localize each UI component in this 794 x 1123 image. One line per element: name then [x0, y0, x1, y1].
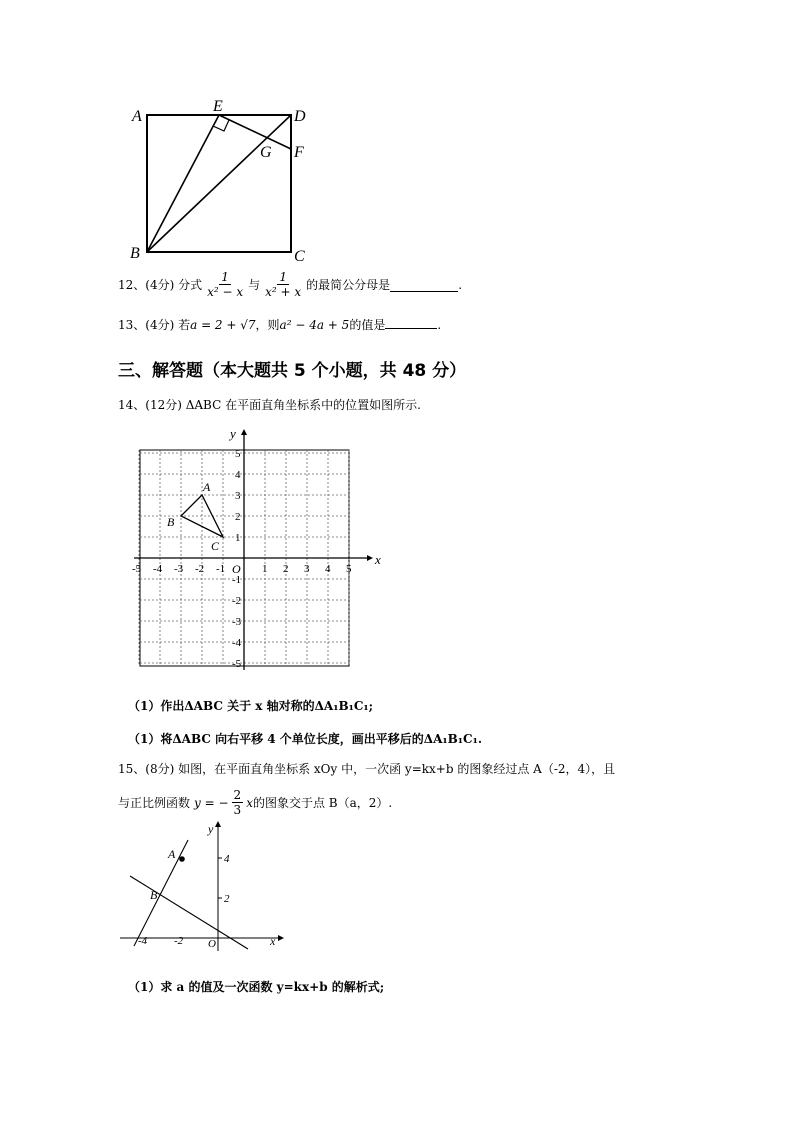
q12-fraction-2 — [263, 270, 303, 299]
label-g: G — [260, 144, 272, 161]
q15-func-num: 2 — [233, 788, 242, 802]
q15-ytick-label-4: 4 — [224, 853, 230, 865]
q14-y-arrow — [241, 429, 247, 435]
q12-prefix: 12、(4分) 分式 — [118, 278, 203, 292]
q15-label-a: A — [168, 847, 176, 861]
q13-prefix: 13、(4分) 若 — [118, 318, 191, 332]
q14-ytick-label: -1 — [232, 574, 242, 586]
segment-bd — [147, 115, 291, 252]
section-3-heading: 三、解答题（本大题共 5 个小题，共 48 分） — [118, 361, 467, 381]
q12-frac1-num: 1 — [221, 270, 229, 284]
q13-expr: a = 2 + √7 — [190, 318, 256, 332]
q14-xtick-label: 4 — [325, 563, 331, 575]
label-c: C — [294, 248, 305, 265]
q14-ytick-label: 1 — [235, 532, 241, 544]
q12-frac1-den: x² − x — [207, 285, 244, 299]
q14-coordinate-grid — [128, 428, 380, 670]
q15-func-lhs: y = − — [194, 795, 229, 810]
q15-line-kx-b — [134, 840, 188, 946]
label-d: D — [294, 108, 306, 125]
q14-xtick-label: -5 — [132, 563, 142, 575]
q14-label-c: C — [211, 539, 220, 553]
q14-ytick-label: -3 — [232, 616, 242, 628]
q14-xtick-label: -3 — [174, 563, 184, 575]
square-figure — [120, 95, 320, 270]
q14-ytick-label: 2 — [235, 511, 241, 523]
q14-xtick-label: -1 — [216, 563, 226, 575]
q15-y-arrow — [215, 821, 221, 827]
q15-line-1: 15、(8分) 如图，在平面直角坐标系 xOy 中，一次函 y=kx+b 的图象经过点 A（-2，4），且 — [118, 762, 616, 776]
q15-x-label: x — [270, 934, 276, 948]
q13-expr2: a² − 4a + 5 — [279, 318, 350, 332]
q14-ytick-label: -5 — [232, 658, 242, 670]
q14-sub-1: （1）作出ΔABC 关于 x 轴对称的ΔA₁B₁C₁; — [128, 699, 374, 713]
q14-origin-label: O — [232, 562, 241, 576]
q15-graph — [112, 818, 292, 953]
q15-line2-prefix: 与正比例函数 — [118, 796, 191, 810]
q15-origin-label: O — [208, 938, 216, 950]
label-b: B — [130, 245, 140, 262]
label-f: F — [294, 144, 304, 161]
label-a: A — [132, 108, 142, 125]
q15-ytick-label-2: 2 — [224, 893, 230, 905]
q15-line2-suffix: 的图象交于点 B（a，2）. — [252, 796, 393, 810]
q14-xtick-label: 3 — [304, 563, 310, 575]
q14-xtick-label: 5 — [346, 563, 352, 575]
q13-mid: ，则 — [255, 318, 280, 332]
q12-suffix: 的最简公分母是 — [306, 278, 391, 292]
q15-label-b: B — [150, 888, 158, 902]
q14-xtick-label: 1 — [262, 563, 268, 575]
q14-ytick-label: 3 — [235, 490, 241, 502]
q12-frac2-num: 1 — [279, 270, 287, 284]
q15-y-label: y — [208, 822, 214, 836]
q14-ytick-label: 4 — [235, 469, 241, 481]
q13-answer-blank[interactable] — [385, 316, 437, 329]
question-14-text: 14、(12分) ΔABC 在平面直角坐标系中的位置如图所示. — [118, 398, 421, 412]
q15-xtick-label-4: -4 — [138, 935, 148, 947]
q14-x-axis-label: x — [375, 552, 381, 567]
q12-fraction-1 — [205, 270, 245, 299]
q12-end: . — [458, 277, 463, 292]
q14-ytick-label: -4 — [232, 637, 242, 649]
q13-end: . — [437, 318, 442, 332]
q14-sub-2: （1）将ΔABC 向右平移 4 个单位长度，画出平移后的ΔA₁B₁C₁. — [128, 732, 483, 746]
q15-func-rhs: x — [246, 795, 253, 810]
question-13 — [118, 316, 441, 333]
q15-line-2 — [118, 788, 392, 817]
question-12 — [118, 270, 462, 299]
q12-conj: 与 — [248, 278, 261, 292]
q12-frac2-den: x² + x — [265, 285, 302, 299]
q15-func-den: 3 — [233, 803, 242, 817]
q13-suffix: 的值是 — [349, 318, 386, 332]
q15-xtick-label-2: -2 — [174, 935, 184, 947]
q14-label-a: A — [203, 480, 211, 494]
q14-ytick-label: -2 — [232, 595, 242, 607]
q14-y-axis-label: y — [230, 426, 236, 441]
q14-xtick-label: -2 — [195, 563, 205, 575]
q14-label-b: B — [167, 515, 175, 529]
label-e: E — [213, 98, 223, 115]
q14-x-arrow — [367, 555, 373, 561]
q12-answer-blank[interactable] — [390, 277, 458, 292]
q15-x-arrow — [278, 935, 284, 941]
q14-xtick-label: 2 — [283, 563, 289, 575]
q14-xtick-label: -4 — [153, 563, 163, 575]
q15-point-a — [179, 856, 185, 862]
q15-sub-1: （1）求 a 的值及一次函数 y=kx+b 的解析式; — [128, 980, 385, 994]
q15-func-fraction — [232, 788, 244, 817]
segment-ef — [219, 115, 291, 149]
q14-ytick-label: 5 — [235, 448, 241, 460]
segment-be — [147, 115, 219, 252]
